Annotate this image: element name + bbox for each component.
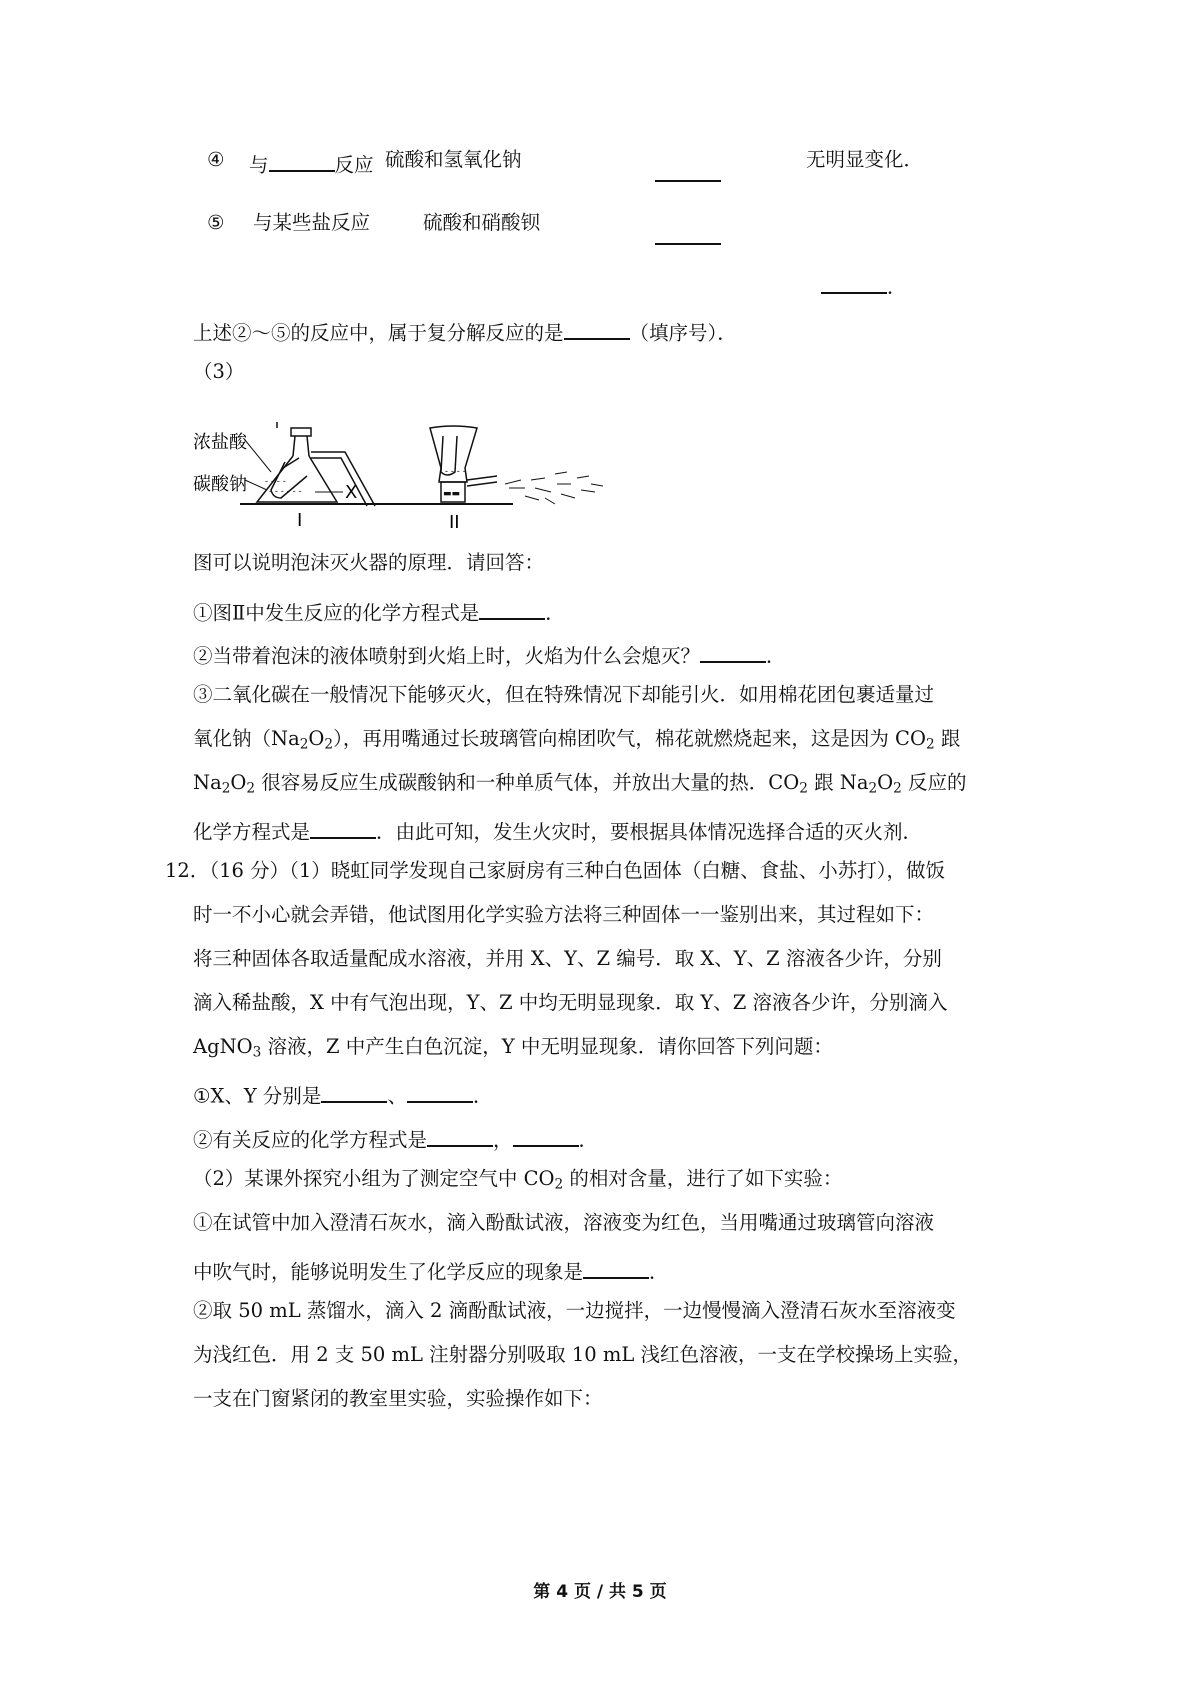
- sub-question-3-line-2: [193, 727, 961, 753]
- text: 氧化钠（Na: [193, 727, 300, 750]
- part-3-label: （3）: [193, 360, 245, 383]
- text: 反应的: [901, 771, 967, 794]
- text: （2）某课外探究小组为了测定空气中 CO: [193, 1167, 555, 1190]
- answer-blank[interactable]: [700, 641, 766, 663]
- row-5-number: ⑤: [207, 211, 225, 234]
- text: O: [308, 727, 325, 750]
- sub-question-1: [193, 598, 565, 623]
- subscript: 2: [868, 780, 878, 797]
- page-footer: 第 4 页 / 共 5 页: [533, 1582, 667, 1602]
- text: ②有关反应的化学方程式是: [193, 1128, 428, 1152]
- s1-text: ①图Ⅱ中发生反应的化学方程式是: [193, 601, 480, 625]
- answer-blank[interactable]: [479, 598, 545, 620]
- q12-line-4: 滴入稀盐酸，X 中有气泡出现，Y、Z 中均无明显现象．取 Y、Z 溶液各少许，分别滴入: [193, 991, 948, 1014]
- text: ．由此可知，发生火灾时，要根据具体情况选择合适的灭火剂．: [376, 820, 923, 844]
- row-5-reactants: 硫酸和硝酸钡: [423, 211, 541, 234]
- subscript: 2: [324, 736, 334, 753]
- subscript: 3: [252, 1044, 262, 1061]
- period: ．: [887, 275, 907, 299]
- answer-blank[interactable]: [583, 1257, 649, 1279]
- row-4: [207, 150, 224, 170]
- answer-blank[interactable]: [269, 150, 335, 172]
- sub-question-3-line-4: [193, 817, 922, 842]
- row-number: ④: [207, 148, 225, 171]
- row-4-phenomenon: 无明显变化．: [806, 148, 924, 171]
- summary-post: （填序号）．: [629, 321, 737, 345]
- answer-blank[interactable]: [655, 160, 721, 182]
- text: ．: [649, 1260, 669, 1284]
- row-5-blank: [655, 223, 721, 248]
- text: ，: [493, 1128, 513, 1152]
- answer-blank[interactable]: [513, 1125, 579, 1147]
- row-4-pre: 与: [249, 153, 269, 177]
- text: O: [230, 771, 247, 794]
- summary-line: [193, 318, 737, 343]
- s2-text: ②当带着泡沫的液体喷射到火焰上时，火焰为什么会熄灭？: [193, 644, 701, 668]
- text: 中吹气时，能够说明发生了化学反应的现象是: [193, 1260, 584, 1284]
- q12-exp-1-line-2: [193, 1257, 669, 1282]
- q12-line-3: 将三种固体各取适量配成水溶液，并用 X、Y、Z 编号．取 X、Y、Z 溶液各少许，分别: [193, 947, 942, 970]
- row-4-reactants: 硫酸和氢氧化钠: [385, 148, 522, 171]
- text: AgNO: [193, 1035, 253, 1058]
- answer-blank[interactable]: [310, 817, 376, 839]
- svg-text:▬▬: ▬▬: [443, 489, 461, 499]
- answer-blank[interactable]: [655, 223, 721, 245]
- spray-icon: [505, 472, 603, 504]
- label-na2co3: 碳酸钠: [193, 474, 247, 495]
- q12-exp-1-line-1: ①在试管中加入澄清石灰水，滴入酚酞试液，溶液变为红色，当用嘴通过玻璃管向溶液: [193, 1211, 935, 1234]
- q12-line-5: [193, 1035, 833, 1061]
- label-hcl: 浓盐酸: [193, 432, 247, 453]
- label-figure-2: II: [449, 512, 460, 533]
- row-4-post: 反应: [334, 153, 374, 177]
- text: 化学方程式是: [193, 820, 311, 844]
- text: ），再用嘴通过长玻璃管向棉团吹气，棉花就燃烧起来，这是因为 CO: [333, 727, 926, 750]
- answer-blank[interactable]: [821, 272, 887, 294]
- row-5-type: 与某些盐反应: [253, 211, 371, 234]
- row-4-blank: [655, 160, 721, 185]
- row-4-type: [249, 150, 374, 175]
- subscript: 2: [299, 736, 309, 753]
- q12-answer-2: [193, 1125, 598, 1150]
- sub-question-3-line-3: [193, 771, 967, 797]
- q12-exp-2-line-3: 一支在门窗紧闭的教室里实验，实验操作如下：: [193, 1387, 603, 1410]
- q12-line-2: 时一不小心就会弄错，他试图用化学实验方法将三种固体一一鉴别出来，其过程如下：: [193, 903, 935, 926]
- q12-exp-2-line-2: 为浅红色．用 2 支 50 mL 注射器分别吸取 10 mL 浅红色溶液，一支在学校操场上实验，: [193, 1343, 973, 1366]
- q12-answer-1: [193, 1081, 492, 1106]
- subscript: 2: [799, 780, 808, 797]
- label-x: X: [345, 482, 358, 503]
- text: O: [877, 771, 894, 794]
- summary-text: 上述②～⑤的反应中，属于复分解反应的是: [193, 321, 564, 345]
- q12-exp-2-line-1: ②取 50 mL 蒸馏水，滴入 2 滴酚酞试液，一边搅拌，一边慢慢滴入澄清石灰水至溶液变: [193, 1299, 956, 1322]
- svg-text:- - - - - -: - - - - - -: [269, 487, 302, 497]
- answer-blank[interactable]: [321, 1081, 387, 1103]
- subscript: 2: [221, 780, 231, 797]
- q12-line-1: 12．（16 分）（1）晓虹同学发现自己家厨房有三种白色固体（白糖、食盐、小苏打），做饭: [165, 859, 945, 882]
- subscript: 2: [246, 780, 256, 797]
- text: ．: [578, 1128, 599, 1152]
- text: 的相对含量，进行了如下实验：: [563, 1167, 843, 1190]
- s1-post: ．: [545, 601, 565, 625]
- svg-text:- - - -: - - - -: [445, 467, 466, 477]
- text: 很容易反应生成碳酸钠和一种单质气体，并放出大量的热．CO: [255, 771, 800, 794]
- text: 、: [387, 1084, 407, 1108]
- intro: 图可以说明泡沫灭火器的原理．请回答：: [193, 551, 545, 574]
- answer-blank[interactable]: [407, 1081, 473, 1103]
- s2-post: ．: [766, 644, 786, 668]
- text: ①X、Y 分别是: [193, 1084, 322, 1108]
- text: 跟 Na: [807, 771, 869, 794]
- subscript: 2: [554, 1176, 564, 1193]
- subscript: 2: [925, 736, 935, 753]
- extinguisher-icon: [430, 426, 497, 502]
- text: ．: [472, 1084, 493, 1108]
- sub-question-3-line-1: ③二氧化碳在一般情况下能够灭火，但在特殊情况下却能引火．如用棉花团包裹适量过: [193, 683, 935, 706]
- sub-question-2: [193, 641, 786, 666]
- answer-blank[interactable]: [564, 318, 630, 340]
- text: 跟: [934, 727, 961, 750]
- answer-blank[interactable]: [427, 1125, 493, 1147]
- foam-extinguisher-diagram: [193, 428, 625, 538]
- svg-text:- - - -: - - - -: [265, 477, 286, 487]
- subscript: 2: [893, 780, 902, 797]
- label-figure-1: I: [297, 510, 303, 531]
- row-5-end: [821, 272, 907, 297]
- text: Na: [193, 771, 222, 794]
- text: 溶液，Z 中产生白色沉淀，Y 中无明显现象．请你回答下列问题：: [261, 1035, 833, 1058]
- q12-part-2: [193, 1167, 843, 1193]
